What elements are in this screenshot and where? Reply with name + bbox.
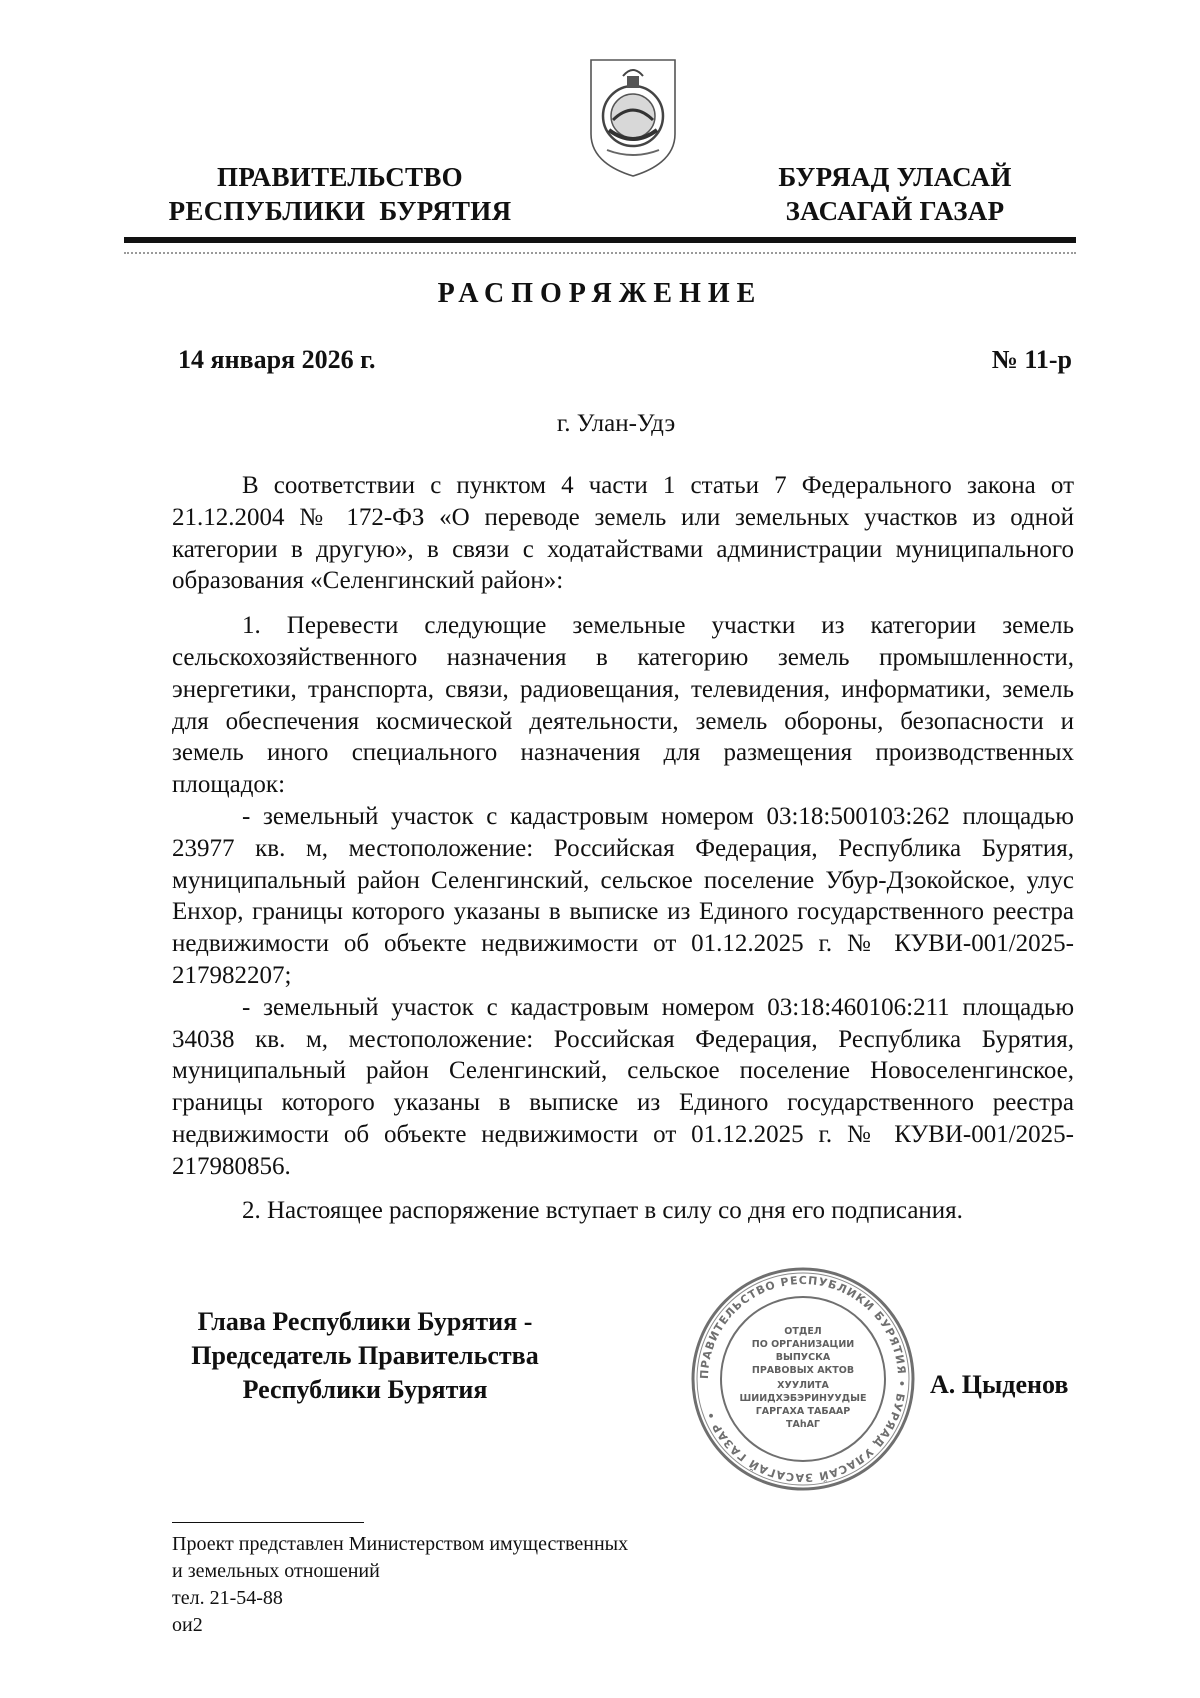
coat-of-arms-emblem (583, 56, 683, 180)
land-plot-1-paragraph: - земельный участок с кадастровым номером 03:18:500103:262 площадью 23977 кв. м, местоположение: Российская Федерация, Республика Бурятия, муниципальный район Селенгинский, сельское поселение Убур-Дзокойское, улус Енхор, границы которого указаны в выписке из Единого государственного реестра недвижимости об объекте недвижимости от 01.12.2025 г. № КУВИ-001/2025-217982207; (172, 802, 1074, 989)
seal-line-6: ШИИДХЭБЭРИНУУДЫЕ (739, 1393, 867, 1404)
land-plot-2-paragraph: - земельный участок с кадастровым номером 03:18:460106:211 площадью 34038 кв. м, местоположение: Российская Федерация, Республика Бурятия, муниципальный район Селенгинский, сельское поселение Новоселенгинское, границы которого указаны в выписке из Единого государственного реестра недвижимости об объекте недвижимости от 01.12.2025 г. № КУВИ-001/2025-217980856. (172, 993, 1074, 1180)
seal-line-2: ПО ОРГАНИЗАЦИИ (751, 1339, 855, 1350)
header-left-line-1: ПРАВИТЕЛЬСТВО (217, 162, 463, 192)
footnote-line-2: и земельных отношений (172, 1560, 380, 1582)
signatory-title-line-2: Председатель Правительства (191, 1341, 539, 1370)
signatory-title-line-3: Республики Бурятия (242, 1375, 488, 1404)
preamble-paragraph: В соответствии с пунктом 4 части 1 статьи 7 Федерального закона от 21.12.2004 № 172-ФЗ «О переводе земель или земельных участков из одной категории в другую», в связи с ходатайствами администрации муниципального образования «Селенгинский район»: (172, 472, 1074, 595)
footnote-phone: тел. 21-54-88 (172, 1587, 283, 1609)
seal-line-5: ХУУЛИТА (777, 1380, 829, 1391)
item-2-paragraph: 2. Настоящее распоряжение вступает в силу со дня его подписания. (242, 1196, 963, 1224)
header-right-line-2: ЗАСАГАЙ ГАЗАР (785, 196, 1005, 226)
document-city: г. Улан-Удэ (556, 410, 676, 437)
item-1-paragraph: 1. Перевести следующие земельные участки из категории земель сельскохозяйственного назначения в категорию земель промышленности, энергетики, транспорта, связи, радиовещания, телевидения, информатики, земель для обеспечения космической деятельности, земель обороны, безопасности и земель иного специального назначения для размещения производственных площадок: (172, 612, 1074, 799)
document-date: 14 января 2026 г. (178, 345, 376, 374)
header-right-line-1: БУРЯАД УЛАСАЙ (778, 162, 1012, 192)
government-name-buryat (760, 160, 1030, 228)
header-divider-dotted (124, 252, 1076, 254)
document-number: № 11-р (991, 345, 1072, 374)
footnote (172, 1531, 872, 1612)
seal-outer-text: ПРАВИТЕЛЬСТВО РЕСПУБЛИКИ БУРЯТИЯ • БУРЯАД УЛАСАЙ ЗАСАГАЙ ГАЗАР • (697, 1273, 909, 1485)
seal-line-8: ТАһАГ (785, 1419, 821, 1430)
seal-line-1: ОТДЕЛ (784, 1326, 822, 1337)
footnote-divider (172, 1522, 364, 1523)
document-body (172, 470, 1074, 1226)
header-divider-thick (124, 237, 1076, 243)
document-type-title: РАСПОРЯЖЕНИЕ (437, 278, 763, 309)
official-seal-stamp (688, 1264, 918, 1494)
footnote-line-1: Проект представлен Министерством имущественных (172, 1533, 629, 1555)
document-code: ои2 (172, 1614, 203, 1636)
signatory-title (160, 1305, 570, 1407)
signatory-name: А. Цыденов (930, 1370, 1069, 1399)
seal-line-3: ВЫПУСКА (775, 1352, 831, 1363)
government-name-russian (150, 160, 530, 228)
seal-line-7: ГАРГАХА ТАБААР (755, 1406, 851, 1417)
header-left-line-2: РЕСПУБЛИКИ БУРЯТИЯ (168, 196, 512, 226)
seal-line-4: ПРАВОВЫХ АКТОВ (751, 1365, 855, 1376)
signatory-title-line-1: Глава Республики Бурятия - (197, 1307, 533, 1336)
